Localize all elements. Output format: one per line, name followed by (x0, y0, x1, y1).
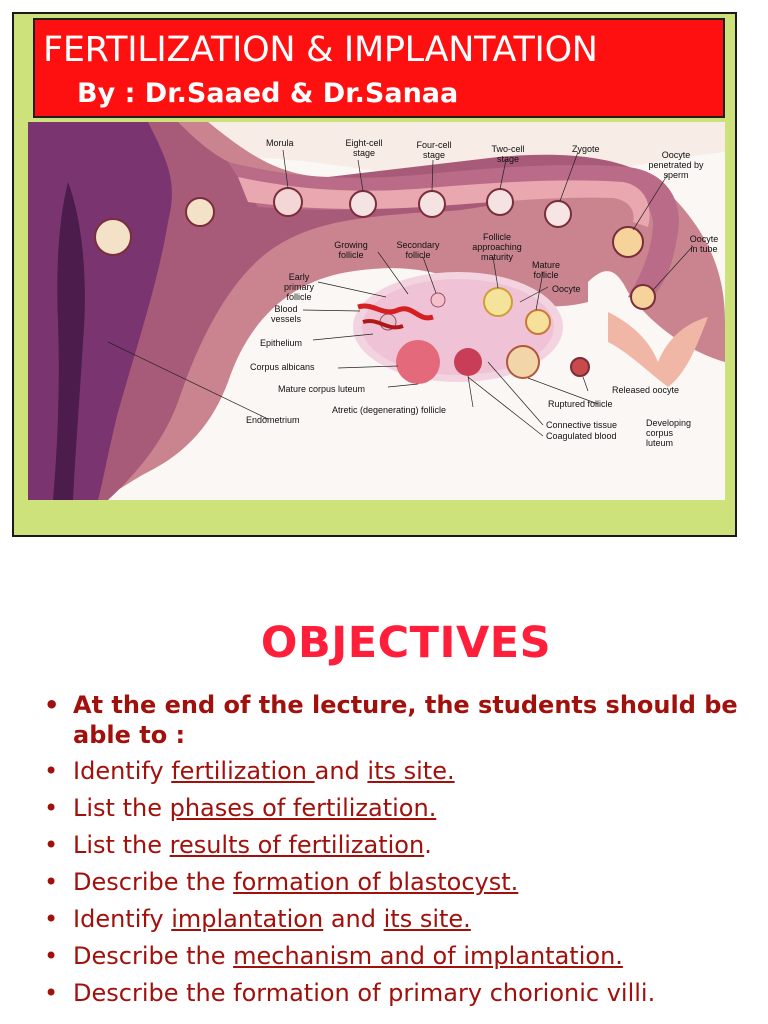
label-mature-follicle: Mature follicle (531, 260, 560, 280)
objective-text: and (314, 757, 368, 785)
label-oocyte-in-tube: Oocyte in tube (689, 234, 719, 254)
label-ruptured-follicle: Ruptured follicle (548, 399, 613, 409)
objectives-list (44, 690, 764, 1015)
label-connective-tissue: Connective tissue (546, 420, 618, 430)
objective-item (44, 793, 764, 824)
label-epithelium: Epithelium (260, 338, 303, 348)
objective-item (44, 941, 764, 972)
objective-text: Identify (73, 757, 172, 785)
label-oocyte: Oocyte (552, 284, 581, 294)
label-mature-corpus-luteum: Mature corpus luteum (278, 384, 366, 394)
label-zygote: Zygote (572, 144, 600, 154)
objective-item (44, 830, 764, 861)
objective-key-term: its site. (383, 905, 471, 933)
label-early-primary: Early primary follicle (283, 272, 314, 302)
label-secondary-follicle: Secondary follicle (396, 240, 440, 260)
objective-key-term: implantation (171, 905, 324, 933)
objective-key-term: its site. (367, 757, 455, 785)
objective-key-term: formation of blastocyst. (233, 868, 519, 896)
label-two-cell: Two-cell stage (491, 144, 525, 164)
objectives-intro: • At the end of the lecture, the students should be able to : (44, 690, 764, 750)
label-atretic-follicle: Atretic (degenerating) follicle (332, 405, 447, 415)
label-developing-corpus: Developing corpus luteum (646, 418, 692, 448)
label-released-oocyte: Released oocyte (612, 385, 680, 395)
objective-text: and (323, 905, 384, 933)
objective-text: Identify (73, 905, 172, 933)
label-oocyte-penetrated: Oocyte penetrated by sperm (648, 150, 704, 180)
label-endometrium: Endometrium (246, 415, 300, 425)
slide-title: FERTILIZATION & IMPLANTATION (43, 30, 598, 70)
title-slide (12, 12, 737, 537)
label-four-cell: Four-cell stage (416, 140, 452, 160)
uterus-tube-ovary-drawing (28, 122, 725, 500)
objective-text: . (424, 831, 432, 859)
objectives-heading: OBJECTIVES (260, 618, 552, 668)
title-banner (33, 18, 725, 118)
objective-text: Describe the (73, 942, 234, 970)
objective-key-term: mechanism and of implantation. (233, 942, 623, 970)
objective-key-term: results of fertilization (169, 831, 425, 859)
objective-key-term: fertilization (171, 757, 315, 785)
objective-item (44, 756, 764, 787)
reproductive-tract-illustration (28, 122, 725, 500)
objective-key-term: phases of fertilization. (169, 794, 437, 822)
label-corpus-albicans: Corpus albicans (250, 362, 315, 372)
objective-item (44, 867, 764, 898)
objective-item (44, 978, 764, 1009)
slide-subtitle: By : Dr.Saaed & Dr.Sanaa (77, 78, 459, 109)
objective-text: List the (73, 794, 170, 822)
label-growing-follicle: Growing follicle (334, 240, 368, 260)
label-blood-vessels: Blood vessels (270, 304, 301, 324)
objective-item (44, 904, 764, 935)
label-follicle-approaching: Follicle approaching maturity (472, 232, 522, 262)
label-eight-cell: Eight-cell stage (345, 138, 383, 158)
objective-text: Describe the (73, 868, 234, 896)
objective-text: Describe the formation of primary chorionic villi. (73, 979, 656, 1007)
objective-text: List the (73, 831, 170, 859)
label-coagulated-blood: Coagulated blood (546, 431, 617, 441)
label-morula: Morula (266, 138, 294, 148)
